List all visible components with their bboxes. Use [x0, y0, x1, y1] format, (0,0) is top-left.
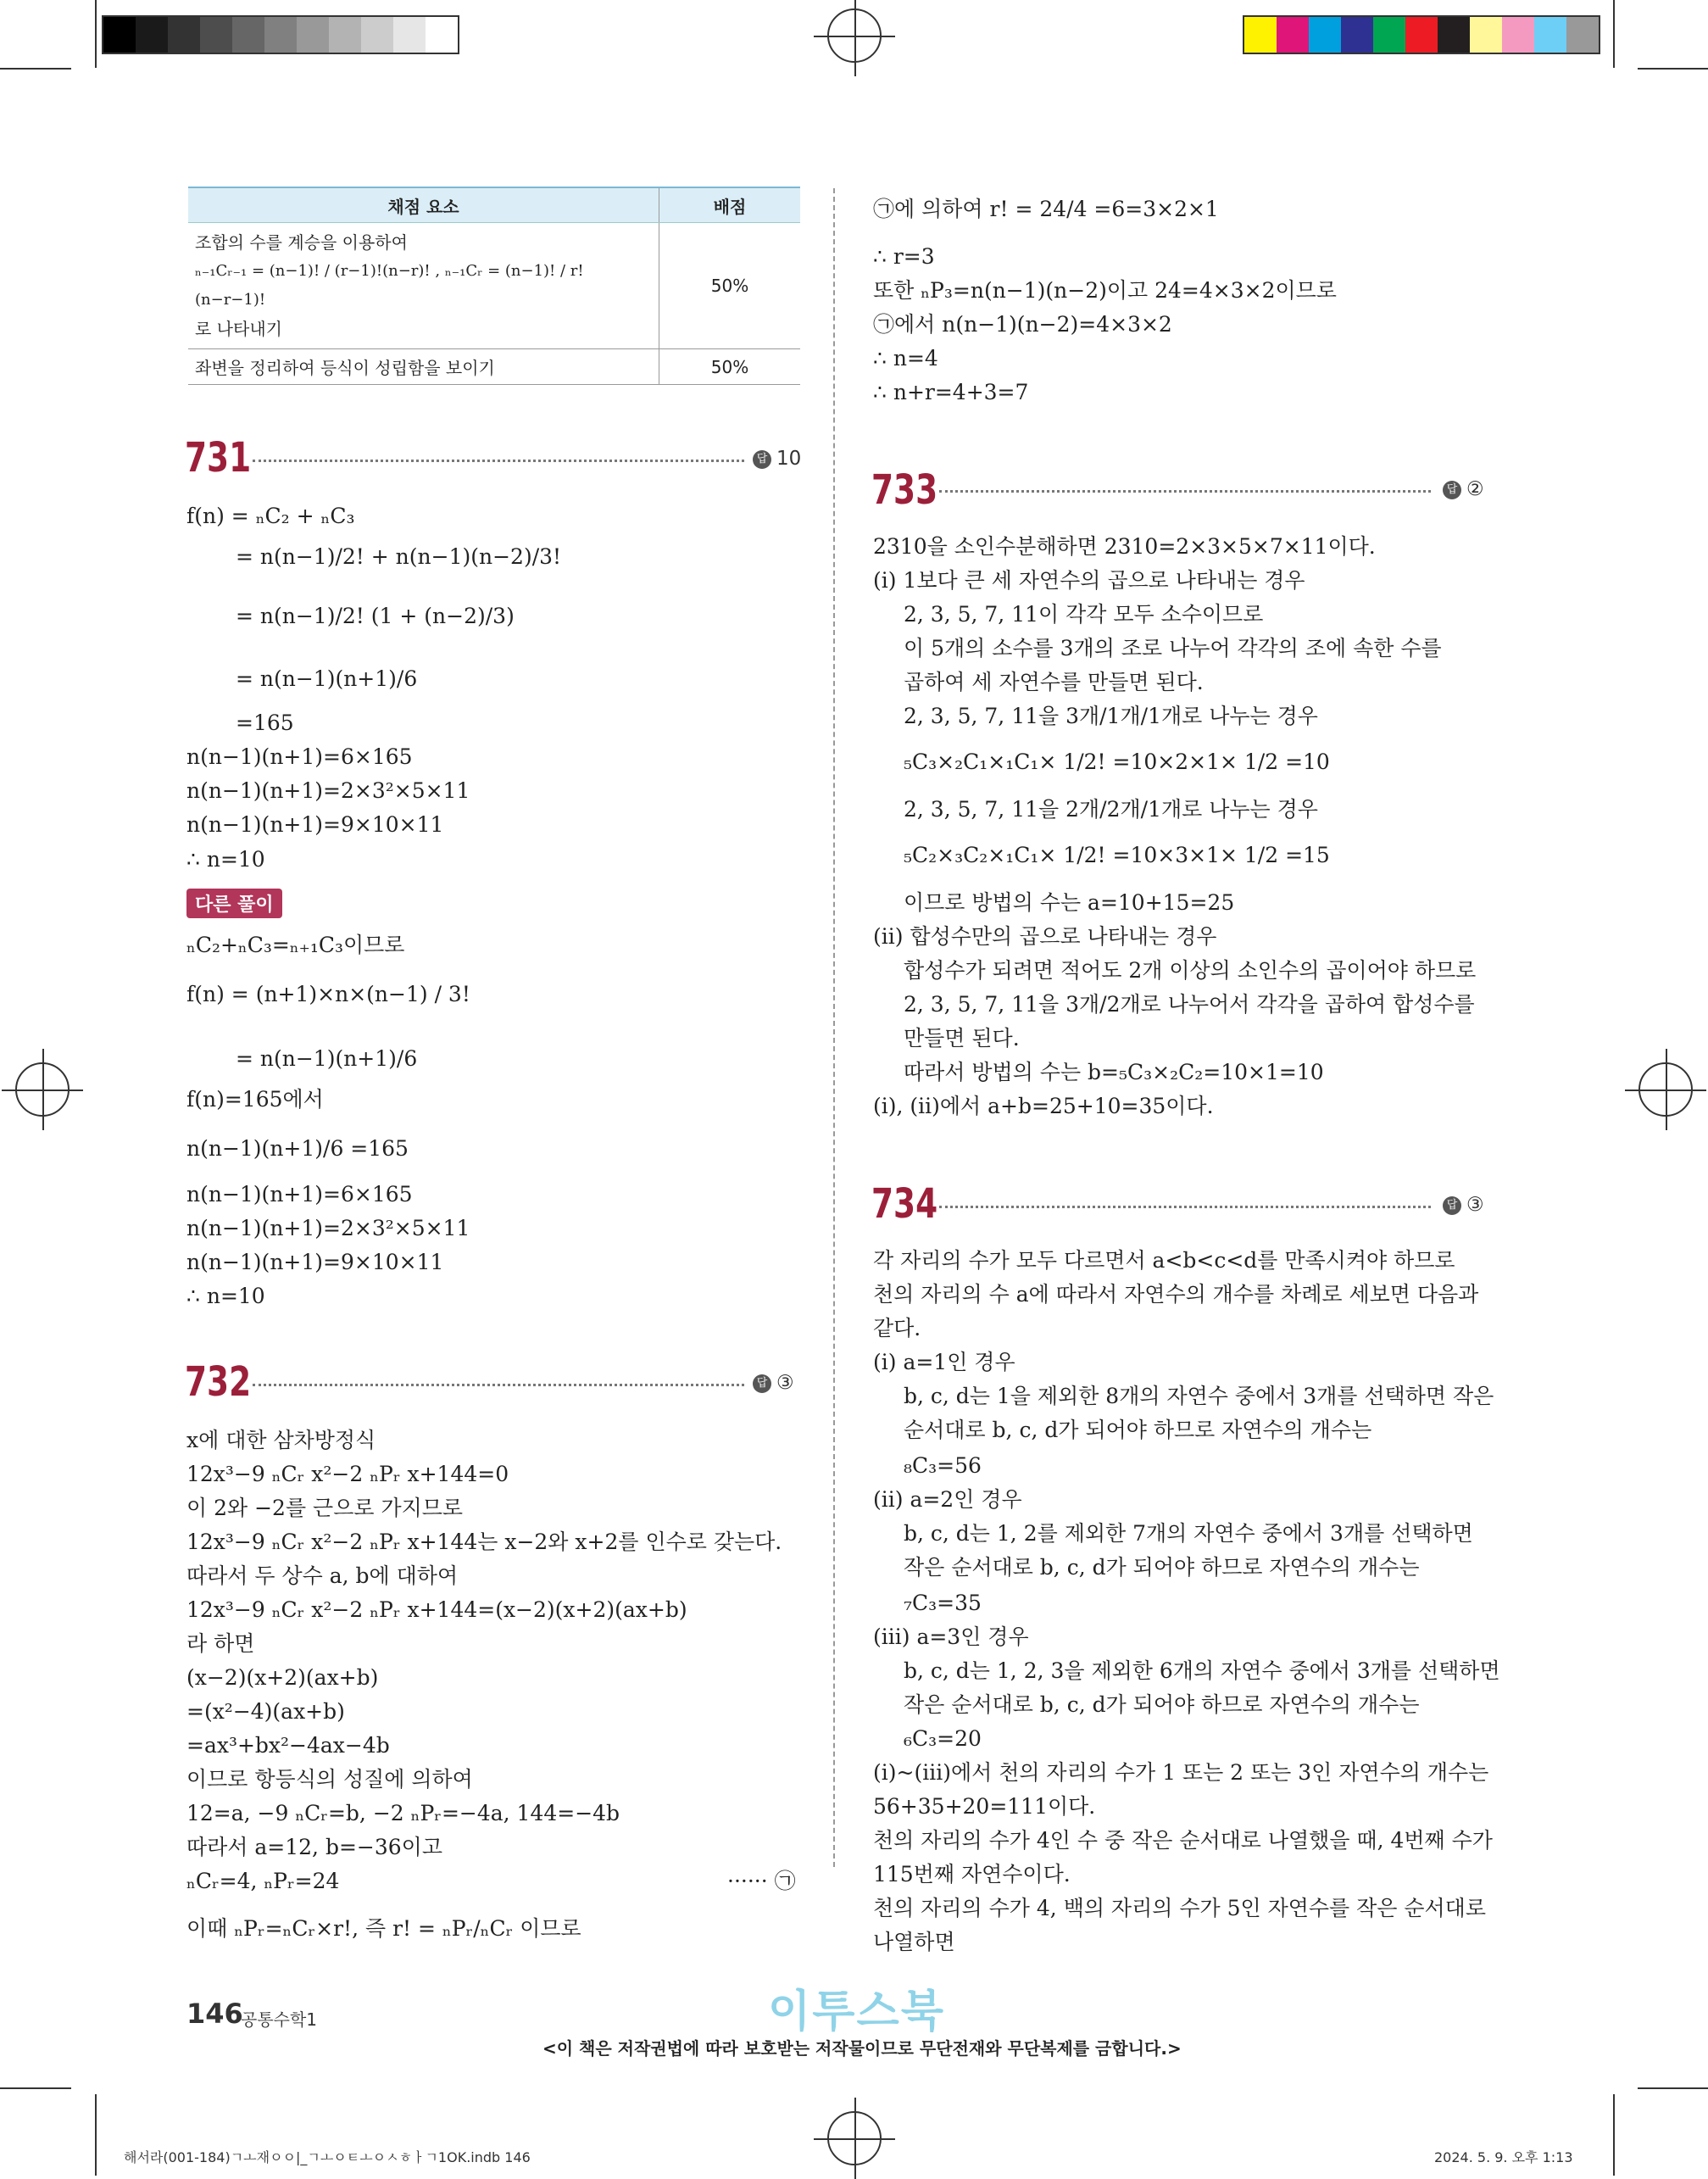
solution-line: n(n−1)(n+1)=2×3²×5×11 [186, 1216, 470, 1240]
solution-line: = n(n−1)(n+1)/6 [236, 1046, 418, 1071]
solution-line: n(n−1)(n+1)=6×165 [186, 744, 413, 769]
solution-line: ₅C₂×₃C₂×₁C₁× 1/2! =10×3×1× 1/2 =15 [904, 843, 1330, 867]
solution-line: 작은 순서대로 b, c, d가 되어야 하므로 자연수의 개수는 [904, 1692, 1420, 1717]
watermark-logo: 이투스북 [768, 1987, 945, 2037]
solution-line: n(n−1)(n+1)=6×165 [186, 1182, 413, 1207]
solution-line: 이 2와 −2를 근으로 가지므로 [186, 1496, 464, 1520]
solution-line: 같다. [873, 1316, 921, 1340]
solution-line: (i), (ii)에서 a+b=25+10=35이다. [873, 1094, 1214, 1118]
solution-line: n(n−1)(n+1)=2×3²×5×11 [186, 778, 470, 803]
solution-line: (iii) a=3인 경우 [873, 1624, 1029, 1649]
solution-line: 이때 ₙPᵣ=ₙCᵣ×r!, 즉 r! = ₙPᵣ/ₙCᵣ 이므로 [186, 1916, 581, 1941]
answer-badge [753, 1372, 794, 1394]
score-table [188, 187, 800, 385]
column-divider [833, 188, 835, 1867]
table-row [188, 223, 800, 349]
solution-line: 나열하면 [873, 1930, 955, 1954]
solution-line: 12x³−9 ₙCᵣ x²−2 ₙPᵣ x+144=(x−2)(x+2)(ax+b) [186, 1597, 687, 1622]
answer-badge [1443, 478, 1484, 500]
solution-line: 이 5개의 소수를 3개의 조로 나누어 각각의 조에 속한 수를 [904, 636, 1442, 660]
answer-badge [1443, 1194, 1484, 1216]
answer-badge [753, 448, 801, 470]
solution-line: ∴ r=3 [873, 244, 935, 269]
solution-line: = n(n−1)(n+1)/6 [236, 666, 418, 691]
solution-line: 작은 순서대로 b, c, d가 되어야 하므로 자연수의 개수는 [904, 1555, 1420, 1580]
crop-mark [0, 68, 71, 70]
solution-line: ∴ n=4 [873, 346, 938, 371]
solution-line: 이므로 항등식의 성질에 의하여 [186, 1767, 473, 1792]
page-number: 146 [186, 1998, 243, 2030]
answer-icon: 답 [753, 450, 771, 469]
crop-mark [95, 2094, 97, 2176]
color-bar [1243, 15, 1600, 54]
crop-mark [1613, 0, 1615, 68]
dotted-rule [253, 460, 744, 462]
print-timestamp: 2024. 5. 9. 오후 1:13 [1434, 2149, 1573, 2165]
subject-label: 공통수학1 [241, 2009, 318, 2030]
table-cell: 50% [659, 349, 801, 385]
solution-line: 따라서 방법의 수는 b=₅C₃×₂C₂=10×1=10 [904, 1060, 1324, 1084]
solution-line: 2, 3, 5, 7, 11을 2개/2개/1개로 나누는 경우 [904, 797, 1318, 822]
solution-line: 천의 자리의 수가 4, 백의 자리의 수가 5인 자연수를 작은 순서대로 [873, 1896, 1486, 1920]
registration-mark [827, 8, 882, 63]
table-cell: 좌변을 정리하여 등식이 성립함을 보이기 [188, 349, 659, 385]
solution-line: 곱하여 세 자연수를 만들면 된다. [904, 670, 1204, 694]
equation-mark: ······ ㉠ [727, 1869, 796, 1893]
solution-line: 만들면 된다. [904, 1026, 1020, 1050]
dotted-rule [939, 490, 1431, 493]
solution-line: 2, 3, 5, 7, 11을 3개/2개로 나누어서 각각을 곱하여 합성수를 [904, 992, 1475, 1017]
solution-line: 12x³−9 ₙCᵣ x²−2 ₙPᵣ x+144=0 [186, 1462, 509, 1486]
solution-line: ∴ n=10 [186, 847, 265, 872]
grayscale-bar [102, 15, 459, 54]
problem-number: 734 [871, 1180, 938, 1228]
solution-line: ㉠에 의하여 r! = 24/4 =6=3×2×1 [873, 197, 1219, 221]
answer-value: 10 [776, 448, 802, 470]
solution-line: (i) a=1인 경우 [873, 1350, 1015, 1374]
crop-mark [95, 0, 97, 68]
solution-line: = n(n−1)/2! (1 + (n−2)/3) [236, 604, 515, 628]
solution-line: ₙC₂+ₙC₃=ₙ₊₁C₃이므로 [186, 933, 405, 957]
solution-line: 115번째 자연수이다. [873, 1862, 1071, 1886]
solution-line: ₆C₃=20 [904, 1726, 982, 1751]
solution-line: (i) 1보다 큰 세 자연수의 곱으로 나타내는 경우 [873, 568, 1305, 593]
file-info: 해서라(001-184)ㄱㅗ재ㅇㅇ|_ㄱㅗㅇㅌㅗㅇㅅㅎㅏㄱ1OK.indb 146 [124, 2149, 531, 2165]
solution-line: f(n) = (n+1)×n×(n−1) / 3! [186, 982, 470, 1006]
solution-line: (i)~(iii)에서 천의 자리의 수가 1 또는 2 또는 3인 자연수의 개수는 [873, 1760, 1489, 1785]
dotted-rule [939, 1206, 1431, 1208]
solution-line: f(n) = ₙC₂ + ₙC₃ [186, 504, 355, 528]
table-header: 배점 [659, 187, 801, 223]
solution-line: b, c, d는 1을 제외한 8개의 자연수 중에서 3개를 선택하면 작은 [904, 1384, 1494, 1408]
solution-line: n(n−1)(n+1)=9×10×11 [186, 1250, 444, 1274]
solution-line: ₅C₃×₂C₁×₁C₁× 1/2! =10×2×1× 1/2 =10 [904, 750, 1330, 774]
solution-line: ∴ n+r=4+3=7 [873, 380, 1029, 404]
table-cell: 조합의 수를 계승을 이용하여 [195, 232, 408, 253]
solution-line: x에 대한 삼차방정식 [186, 1428, 376, 1452]
answer-icon: 답 [1443, 481, 1461, 499]
solution-line: n(n−1)(n+1)/6 =165 [186, 1136, 409, 1161]
solution-line: 12=a, −9 ₙCᵣ=b, −2 ₙPᵣ=−4a, 144=−4b [186, 1801, 620, 1825]
answer-value: ③ [1466, 1194, 1484, 1216]
dotted-rule [253, 1384, 744, 1386]
solution-line: =165 [236, 711, 294, 735]
problem-number: 733 [871, 466, 938, 514]
crop-mark [0, 2087, 71, 2089]
solution-line: 또한 ₙP₃=n(n−1)(n−2)이고 24=4×3×2이므로 [873, 278, 1337, 303]
problem-number: 732 [185, 1358, 252, 1406]
solution-line: 2, 3, 5, 7, 11이 각각 모두 소수이므로 [904, 602, 1264, 627]
table-cell: 50% [659, 223, 801, 349]
table-cell: 로 나타내기 [195, 319, 282, 339]
solution-line: f(n)=165에서 [186, 1087, 324, 1112]
solution-line: 따라서 두 상수 a, b에 대하여 [186, 1563, 459, 1588]
solution-line: ₙCᵣ=4, ₙPᵣ=24 [186, 1869, 340, 1893]
solution-line: 따라서 a=12, b=−36이고 [186, 1835, 442, 1859]
solution-line: 천의 자리의 수가 4인 수 중 작은 순서대로 나열했을 때, 4번째 수가 [873, 1828, 1493, 1853]
solution-line: 56+35+20=111이다. [873, 1794, 1096, 1819]
crop-mark [1638, 68, 1708, 70]
solution-line: 2310을 소인수분해하면 2310=2×3×5×7×11이다. [873, 534, 1376, 559]
solution-line: 순서대로 b, c, d가 되어야 하므로 자연수의 개수는 [904, 1418, 1372, 1442]
solution-line: 합성수가 되려면 적어도 2개 이상의 소인수의 곱이어야 하므로 [904, 958, 1477, 983]
solution-line: (ii) 합성수만의 곱으로 나타내는 경우 [873, 924, 1217, 949]
solution-line: 12x³−9 ₙCᵣ x²−2 ₙPᵣ x+144는 x−2와 x+2를 인수로 갖는다. [186, 1530, 782, 1554]
solution-line: ㉠에서 n(n−1)(n−2)=4×3×2 [873, 312, 1172, 337]
table-header: 채점 요소 [188, 187, 659, 223]
problem-number: 731 [185, 434, 252, 482]
copyright-notice: <이 책은 저작권법에 따라 보호받는 저작물이므로 무단전재와 무단복제를 금합니다.> [542, 2038, 1182, 2059]
solution-line: 각 자리의 수가 모두 다르면서 a<b<c<d를 만족시켜야 하므로 [873, 1248, 1455, 1273]
solution-line: b, c, d는 1, 2를 제외한 7개의 자연수 중에서 3개를 선택하면 [904, 1521, 1473, 1546]
solution-line: ∴ n=10 [186, 1284, 265, 1308]
crop-mark [1613, 2094, 1615, 2176]
solution-line: b, c, d는 1, 2, 3을 제외한 6개의 자연수 중에서 3개를 선택하면 [904, 1658, 1500, 1683]
solution-line: ₈C₃=56 [904, 1453, 982, 1478]
solution-line: n(n−1)(n+1)=9×10×11 [186, 812, 444, 837]
table-cell: ₙ₋₁Cᵣ₋₁ = (n−1)! / (r−1)!(n−r)! , ₙ₋₁Cᵣ = (n−1)! / r!(n−r−1)! [195, 262, 584, 309]
registration-mark [15, 1062, 70, 1117]
registration-mark [827, 2111, 882, 2165]
solution-line: =ax³+bx²−4ax−4b [186, 1733, 390, 1758]
answer-value: ② [1466, 478, 1484, 500]
solution-line: 천의 자리의 수 a에 따라서 자연수의 개수를 차례로 세보면 다음과 [873, 1282, 1479, 1307]
solution-line: 라 하면 [186, 1631, 255, 1656]
solution-line: ₇C₃=35 [904, 1591, 982, 1615]
solution-line: 이므로 방법의 수는 a=10+15=25 [904, 890, 1235, 915]
table-row [188, 349, 800, 385]
solution-line: (ii) a=2인 경우 [873, 1487, 1022, 1512]
crop-mark [1638, 2087, 1708, 2089]
alt-solution-tag: 다른 풀이 [186, 889, 282, 918]
solution-line: = n(n−1)/2! + n(n−1)(n−2)/3! [236, 544, 562, 569]
registration-mark [1638, 1062, 1693, 1117]
solution-line: (x−2)(x+2)(ax+b) [186, 1665, 379, 1690]
answer-icon: 답 [753, 1374, 771, 1393]
answer-icon: 답 [1443, 1196, 1461, 1215]
answer-value: ③ [776, 1372, 794, 1394]
solution-line: =(x²−4)(ax+b) [186, 1699, 345, 1724]
solution-line: 2, 3, 5, 7, 11을 3개/1개/1개로 나누는 경우 [904, 704, 1318, 728]
